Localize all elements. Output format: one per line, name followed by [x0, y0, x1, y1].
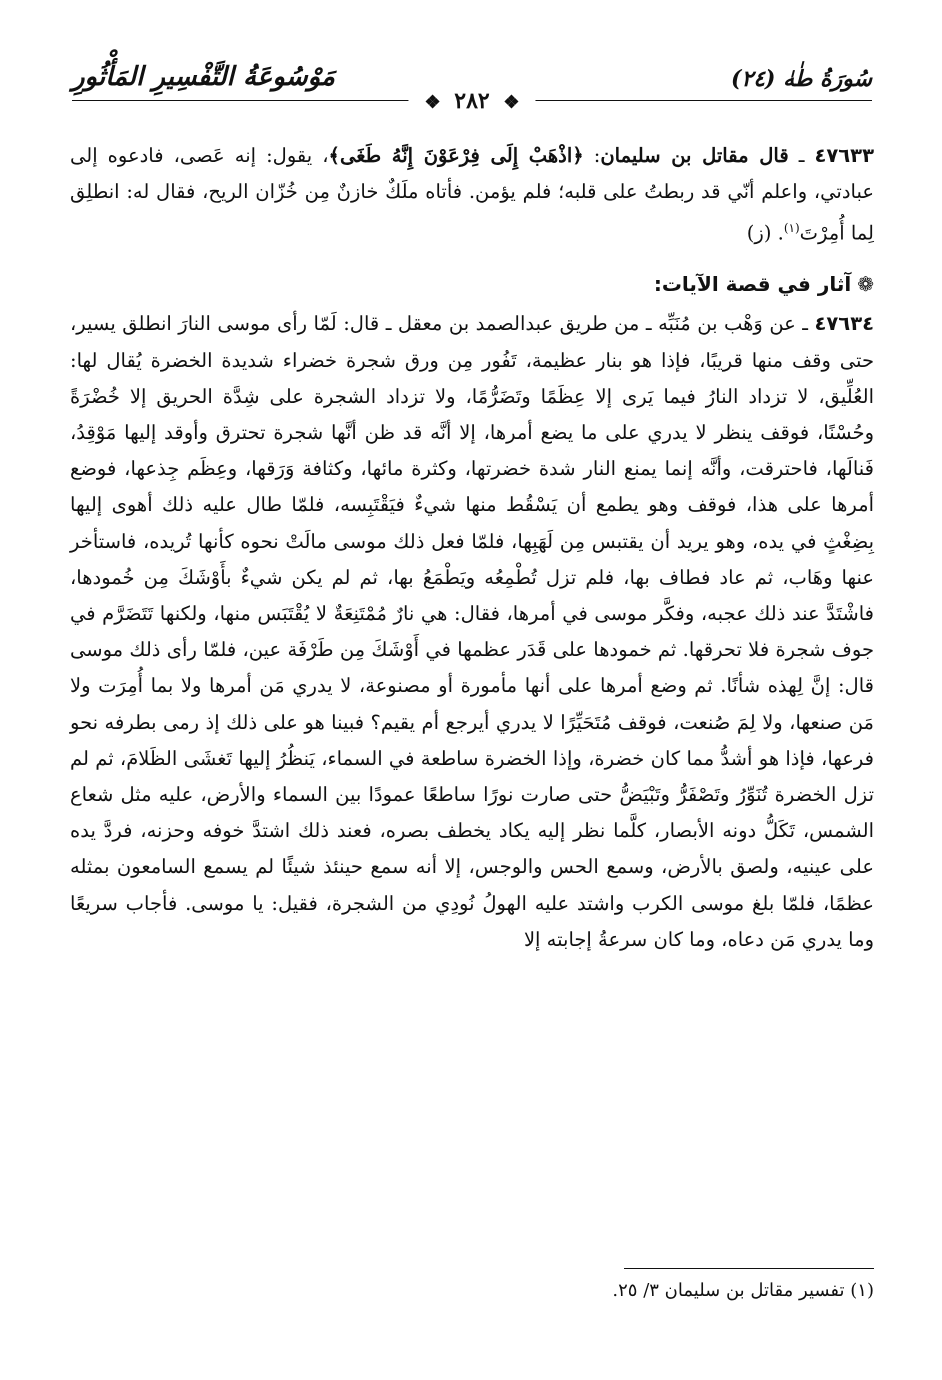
entry-number: ٤٧٦٣٤: [814, 312, 874, 336]
surah-title: سُورَةُ طٰهٰ (٢٤): [730, 66, 872, 92]
flower-icon: ❁: [857, 272, 874, 297]
entry-text: ، يقول: إنه عَصى، فادعوه إلى عبادتي، واعلم أنّي قد ربطتُ على قلبه؛ فلم يؤمن. فأتاه ملَكٌ خازنٌ مِن خُزّان الريح، فقال له: انطلِق لِما أُمِرْتَ: [70, 144, 874, 245]
entry-47634: [70, 306, 874, 958]
ornament-icon: ❖: [503, 92, 520, 113]
main-content: [70, 138, 874, 958]
footnote: (١) تفسير مقاتل بن سليمان ٣/ ٢٥.: [612, 1280, 874, 1301]
ornament-icon: ❖: [424, 92, 441, 113]
page-number: [408, 88, 535, 114]
section-heading: [70, 266, 874, 302]
entry-speaker: قال مقاتل بن سليمان: [600, 144, 789, 167]
page-header: [72, 62, 872, 114]
entry-47633: ٤٧٦٣٣ ـ قال مقاتل بن سليمان: ﴿اذْهَبْ إِلَى فِرْعَوْنَ إِنَّهُ طَغَى﴾، يقول: إنه عَصى، فادعوه إلى عبادتي، واعلم أنّي قد ربطتُ على قلبه؛ فلم يؤمن. فأتاه ملَكٌ خازنٌ مِن خُزّان الريح، فقال له: انطلِق لِما أُمِرْتَ$^{(١)}$. (ز): [70, 144, 874, 245]
section-heading-label: آثار في قصة الآيات:: [653, 272, 852, 297]
entry-tail: . (ز): [746, 221, 784, 245]
book-title: مَوْسُوعَةُ التَّفْسِيرِ المَأْثُورِ: [72, 62, 335, 92]
entry-separator: ـ: [788, 144, 815, 167]
entry-text: ـ عن وَهْب بن مُنَبِّه ـ من طريق عبدالصمد بن معقل ـ قال: لَمّا رأى موسى النارَ انطلق يسير، حتى وقف منها قريبًا، فإذا هو بنار عظيمة، تَفُور مِن ورق شجرة خضراء شديدة الخضرة يُقال لها: العُلِّيق، لا تزداد النارُ فيما يَرى إلا عِظَمًا وتَضَرُّمًا، ولا تزداد الشجرة على شِدَّة الحريق إلا خُضْرَةً وحُسْنًا، فوقف ينظر لا يدري على ما يضع أمرها، إلا أنَّه قد ظن أنَّها شجرة تحترق وأوقد إليها مَوْقِدُ، فَنالَها، فاحترقت، وأنَّه إنما يمنع النار شدة خضرتها، وكثرة مائها، وكثافة وَرَقها، وعِظَم جِذعها، فوضع أمرها على هذا، فوقف وهو يطمع أن يَسْقُط منها شيءٌ فيَقْتَبِسه، فلمّا طال عليه ذلك أهوى إليها بِضِغْثٍ في يده، وهو يريد أن يقتبس مِن لَهَبِها، فلمّا فعل ذلك موسى مالَتْ نحوه كأنها تُريده، فاستأخر عنها وهَاب، ثم عاد فطاف بها، فلم تزل تُطْمِعُه ويَطْمَعُ بها، ثم لم يكن شيءٌ بأَوْشَكَ مِن خُمودها، فاشْتَدَّ عند ذلك عجبه، وفكَّر موسى في أمرها، فقال: هي نارٌ مُمْتَنِعَةٌ لا يُقْتَبَس منها، ولكنها تَتَضَرَّم في جوف شجرة فلا تحرقها. ثم خمودها على قَدَر عظمها في أَوْشَكَ مِن طَرْفَة عين، فلمّا رأى ذلك موسى قال: إنَّ لِهذه شأنًا. ثم وضع أمرها على أنها مأمورة أو مصنوعة، لا يدري مَن أمرها ولا بما أُمِرَت ولا مَن صنعها، ولا لِمَ صُنعت، فوقف مُتَحَيِّرًا لا يدري أيرجع أم يقيم؟ فبينا هو على ذلك إذ رمى بطرفه نحو فرعها، فإذا هو أشدُّ مما كان خضرة، وإذا الخضرة ساطعة في السماء، يَنظُرُ إليها تَغشَى الظَلامَ، ثم لم تزل الخضرة تُنَوِّرُ وتَصْفَرُّ وتَبْيَضُّ حتى صارت نورًا ساطعًا عمودًا بين السماء والأرض، عليه مثل شعاع الشمس، تَكَلُّ دونه الأبصار، كلَّما نظر إليه يكاد يخطف بصره، فعند ذلك اشتدَّ خوفه وحزنه، فردَّ يده على عينيه، ولصق بالأرض، وسمع الحس والوجس، إلا أنه سمع حينئذ شيئًا لم يسمع السامعون بمثله عظمًا، فلمّا بلغ موسى الكرب واشتد عليه الهولُ نُودِي من الشجرة، فقيل: يا موسى. فأجاب سريعًا وما يدري مَن دعاه، وما كان سرعةُ إجابته إلا: [70, 312, 874, 951]
entry-number: ٤٧٦٣٣: [814, 144, 874, 167]
footnote-ref[interactable]: (١): [783, 221, 800, 236]
footnote-divider: [624, 1268, 874, 1269]
quran-quote: ﴿اذْهَبْ إِلَى فِرْعَوْنَ إِنَّهُ طَغَى﴾: [328, 144, 584, 167]
page-number-value: ٢٨٢: [454, 88, 490, 114]
